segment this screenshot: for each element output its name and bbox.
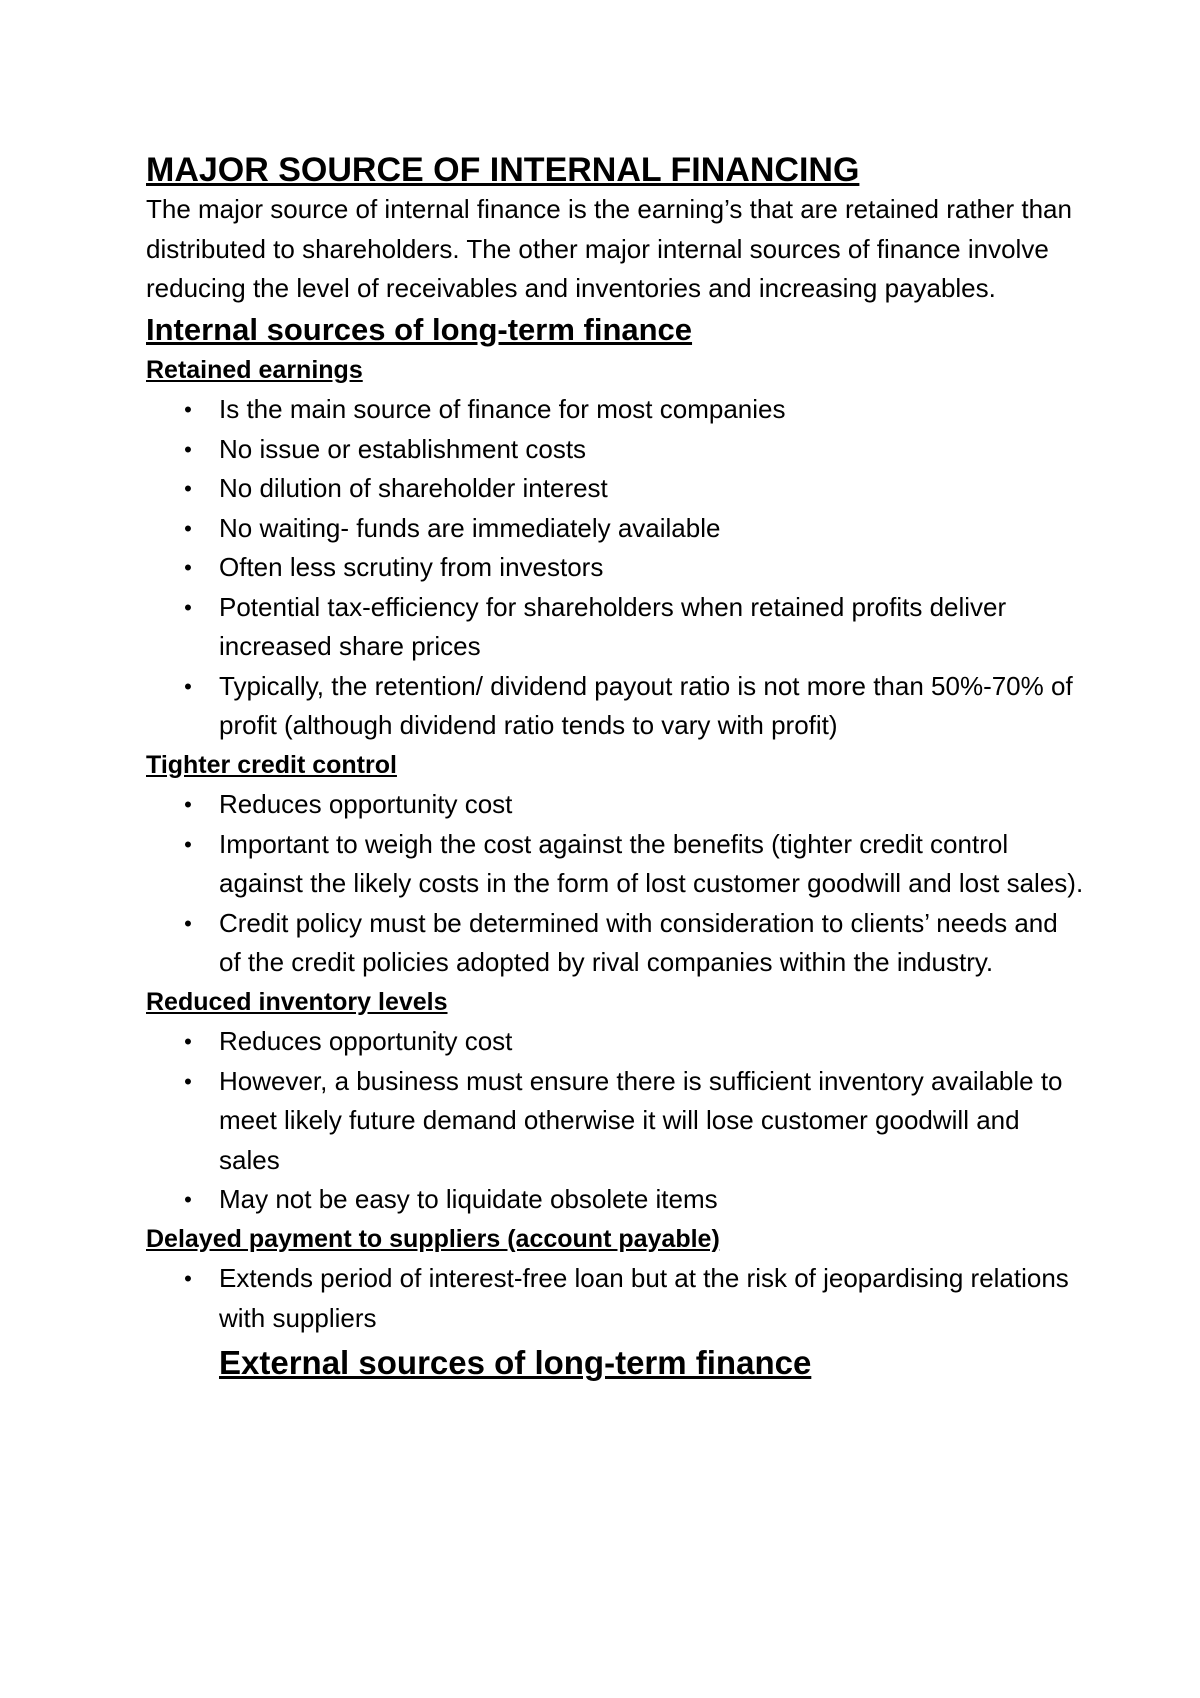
section-heading-external: External sources of long-term finance — [219, 1344, 812, 1381]
bullet-icon: • — [184, 673, 192, 699]
list-item — [146, 667, 1086, 746]
list-item-text: No waiting- funds are immediately available — [219, 512, 721, 543]
bullet-icon: • — [184, 910, 192, 936]
bullet-icon: • — [184, 397, 192, 422]
bullet-icon: • — [184, 1266, 192, 1291]
bullet-icon: • — [184, 1068, 192, 1094]
bullet-icon: • — [184, 1029, 192, 1054]
list-item — [146, 785, 1086, 825]
list-item-text: Is the main source of finance for most companies — [219, 394, 786, 424]
list-item-text: Credit policy must be determined with consideration to clients’ needs and of the credit policies adopted by rival companies within the industry. — [219, 907, 1058, 977]
intro-paragraph: The major source of internal finance is the earning’s that are retained rather than distributed to shareholders. The other major internal sources of finance involve reducing the level of receivables and inventories and increasing payables. — [146, 194, 1072, 303]
retained-earnings-list — [146, 390, 1086, 746]
list-item-text: No issue or establishment costs — [219, 433, 587, 464]
list-item-text: Extends period of interest-free loan but at the risk of jeopardising relations with suppliers — [219, 1263, 1069, 1333]
list-item-text: No dilution of shareholder interest — [219, 473, 608, 503]
list-item — [146, 1022, 1086, 1062]
section-heading-internal: Internal sources of long-term finance — [146, 311, 693, 347]
subheading-tighter-credit-control: Tighter credit control — [146, 750, 397, 779]
bullet-icon: • — [184, 594, 192, 620]
list-item — [146, 904, 1086, 983]
document-page — [146, 150, 1086, 1388]
list-item-text: May not be easy to liquidate obsolete items — [219, 1184, 718, 1214]
bullet-icon: • — [184, 1187, 192, 1212]
inventory-list — [146, 1022, 1086, 1220]
bullet-icon: • — [184, 515, 192, 541]
bullet-icon: • — [184, 436, 192, 462]
bullet-icon: • — [184, 476, 192, 501]
list-item — [146, 825, 1086, 904]
bullet-icon: • — [184, 792, 192, 817]
list-item — [146, 430, 1086, 470]
list-item — [146, 1259, 1086, 1338]
list-item-text: Reduces opportunity cost — [219, 789, 513, 819]
list-item — [146, 509, 1086, 549]
list-item-text: Reduces opportunity cost — [219, 1026, 513, 1056]
payables-list — [146, 1259, 1086, 1338]
list-item — [146, 1062, 1086, 1181]
credit-control-list — [146, 785, 1086, 983]
subheading-retained-earnings: Retained earnings — [146, 355, 363, 384]
list-item-text: However, a business must ensure there is sufficient inventory available to meet likely future demand otherwise it will lose customer goodwill and sales — [219, 1065, 1063, 1175]
list-item — [146, 390, 1086, 430]
bullet-icon: • — [184, 555, 192, 580]
document-title: MAJOR SOURCE OF INTERNAL FINANCING — [146, 151, 860, 189]
list-item — [146, 1180, 1086, 1220]
list-item-text: Often less scrutiny from investors — [219, 552, 604, 582]
bullet-icon: • — [184, 831, 192, 857]
subheading-delayed-payment: Delayed payment to suppliers (account payable) — [146, 1224, 720, 1253]
list-item — [146, 548, 1086, 588]
list-item — [146, 588, 1086, 667]
list-item-text: Potential tax-efficiency for shareholders when retained profits deliver increased share prices — [219, 591, 1007, 661]
list-item-text: Important to weigh the cost against the benefits (tighter credit control against the likely costs in the form of lost customer goodwill and lost sales). — [219, 828, 1084, 898]
subheading-reduced-inventory: Reduced inventory levels — [146, 987, 448, 1016]
list-item — [146, 469, 1086, 509]
list-item-text: Typically, the retention/ dividend payout ratio is not more than 50%-70% of profit (although dividend ratio tends to vary with profit) — [219, 670, 1073, 740]
